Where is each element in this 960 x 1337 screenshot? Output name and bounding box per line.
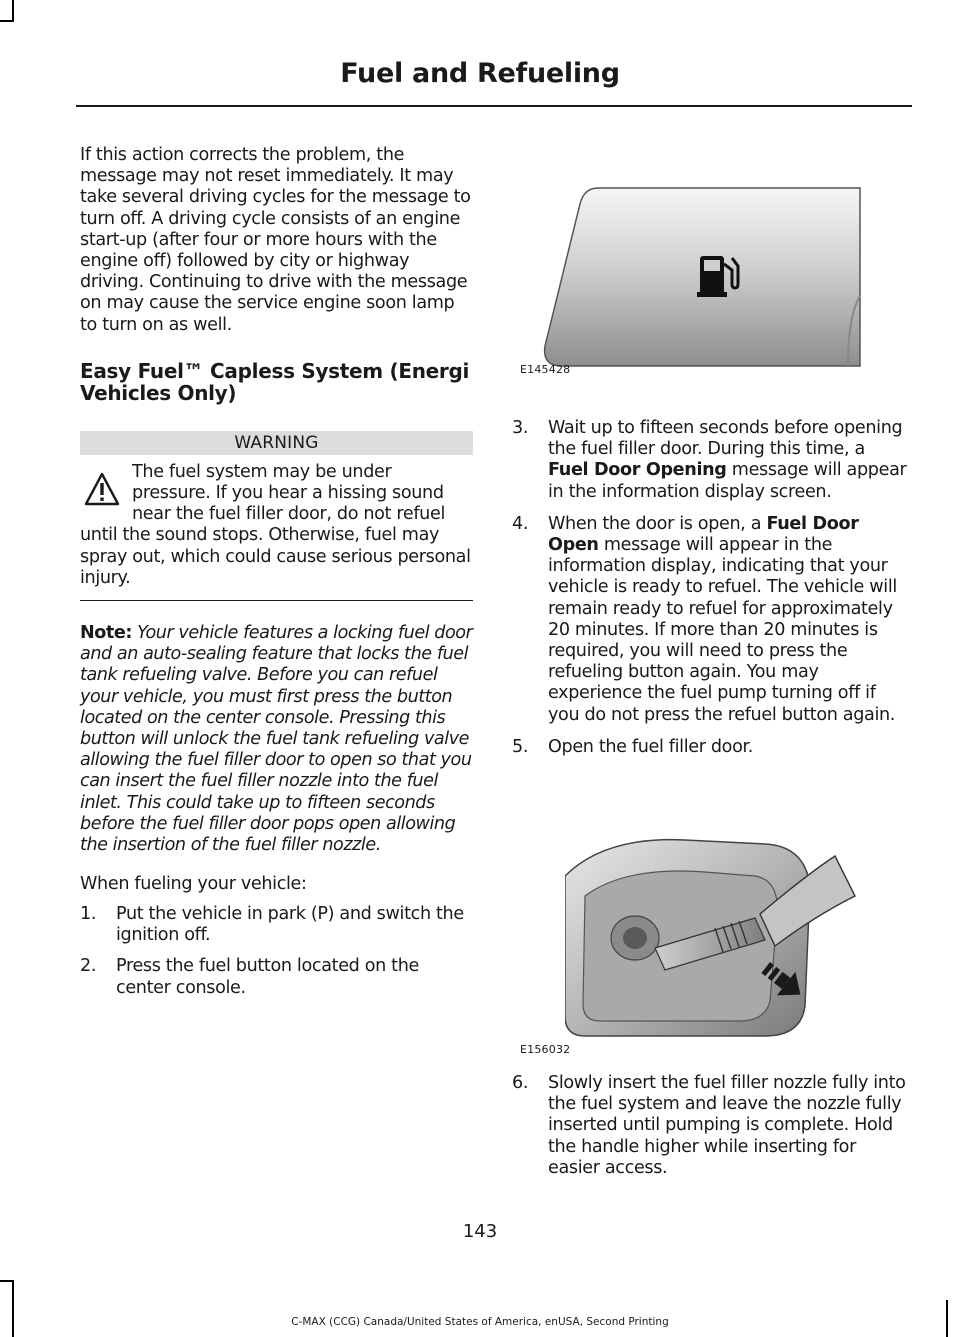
crop-mark (0, 20, 14, 22)
step-text: Put the vehicle in park (P) and switch the ignition off. (116, 904, 464, 946)
list-item (512, 1073, 907, 1179)
list-item (80, 956, 473, 998)
section-heading: Easy Fuel™ Capless System (Energi Vehicles Only) (80, 358, 470, 405)
message-name: Fuel Door Open (548, 513, 859, 556)
step-number: 4. (512, 513, 529, 534)
crop-mark (0, 1280, 14, 1282)
step-text: Press the fuel button located on the center console. (116, 956, 420, 998)
nozzle-insertion-illustration (565, 836, 857, 1038)
note-text: Your vehicle features a locking fuel door and an auto-sealing feature that locks the fuel tank refueling valve. Before you can refuel your vehicle, you must first press the button located on the center console. Pressing this button will unlock the fuel tank refueling valve allowing the fuel filler door to open so that you can insert the fuel filler nozzle into the fuel inlet. This could take up to fifteen seconds before the fuel filler door pops open allowing the insertion of the fuel filler nozzle. (80, 623, 473, 856)
edition-footer: C-MAX (CCG) Canada/United States of America, enUSA, Second Printing (291, 1316, 669, 1328)
figure-code: E145428 (520, 363, 571, 376)
step-number: 1. (80, 904, 97, 925)
list-item (80, 904, 473, 946)
left-column (80, 145, 473, 1009)
step-text: Wait up to fifteen seconds before opening the fuel filler door. During this time, a (548, 418, 903, 460)
steps-list-right (512, 418, 907, 758)
right-column-bottom (512, 1073, 907, 1189)
step-text: message will appear in the information display, indicating that your vehicle is ready to refuel. The vehicle will remain ready to refuel for approximately 20 minutes. If more than 20 minutes is required, you will need to press the refueling button again. You may experience the fuel pump turning off if you do not press the refuel button again. (548, 535, 897, 725)
step-text: Open the fuel filler door. (548, 736, 754, 757)
fuel-button-illustration (540, 186, 865, 370)
step-number: 6. (512, 1073, 529, 1093)
step-number: 5. (512, 736, 529, 757)
crop-mark (12, 1280, 14, 1337)
step-text: message will appear in the information display screen. (548, 460, 907, 502)
warning-text: The fuel system may be under pressure. If you hear a hissing sound near the fuel filler door, do not refuel until the sound stops. Otherwise, fuel may spray out, which could cause serious personal injury. (80, 461, 471, 588)
steps-list-left (80, 904, 473, 999)
right-column (512, 418, 907, 768)
warning-triangle-icon (84, 472, 120, 506)
crop-mark (12, 0, 14, 22)
note-label: Note: (80, 623, 132, 644)
step-text: When the door is open, a (548, 513, 767, 534)
steps-list-right-bottom (512, 1073, 907, 1179)
page-number: 143 (462, 1221, 498, 1242)
step-number: 2. (80, 956, 97, 977)
warning-header: WARNING (80, 431, 473, 455)
list-item (512, 514, 907, 726)
warning-block (80, 462, 473, 589)
list-item (512, 737, 907, 758)
page-title: Fuel and Refueling (340, 58, 620, 89)
list-item (512, 418, 907, 503)
header-rule (76, 105, 912, 107)
intro-paragraph: If this action corrects the problem, the message may not reset immediately. It may take several driving cycles for the message to turn off. A driving cycle consists of an engine start-up (after four or more hours with the engine off) followed by city or highway driving. Continuing to drive with the message on may cause the service engine soon lamp to turn on as well. (80, 145, 471, 335)
message-name: Fuel Door Opening (548, 460, 727, 481)
figure-code: E156032 (520, 1043, 571, 1056)
when-fueling-text: When fueling your vehicle: (80, 873, 307, 894)
note-paragraph (80, 623, 473, 856)
step-text: Slowly insert the fuel filler nozzle fully into the fuel system and leave the nozzle fully inserted until pumping is complete. Hold the handle higher while inserting for easier access. (548, 1073, 906, 1178)
step-number: 3. (512, 418, 529, 438)
warning-rule (80, 600, 473, 601)
